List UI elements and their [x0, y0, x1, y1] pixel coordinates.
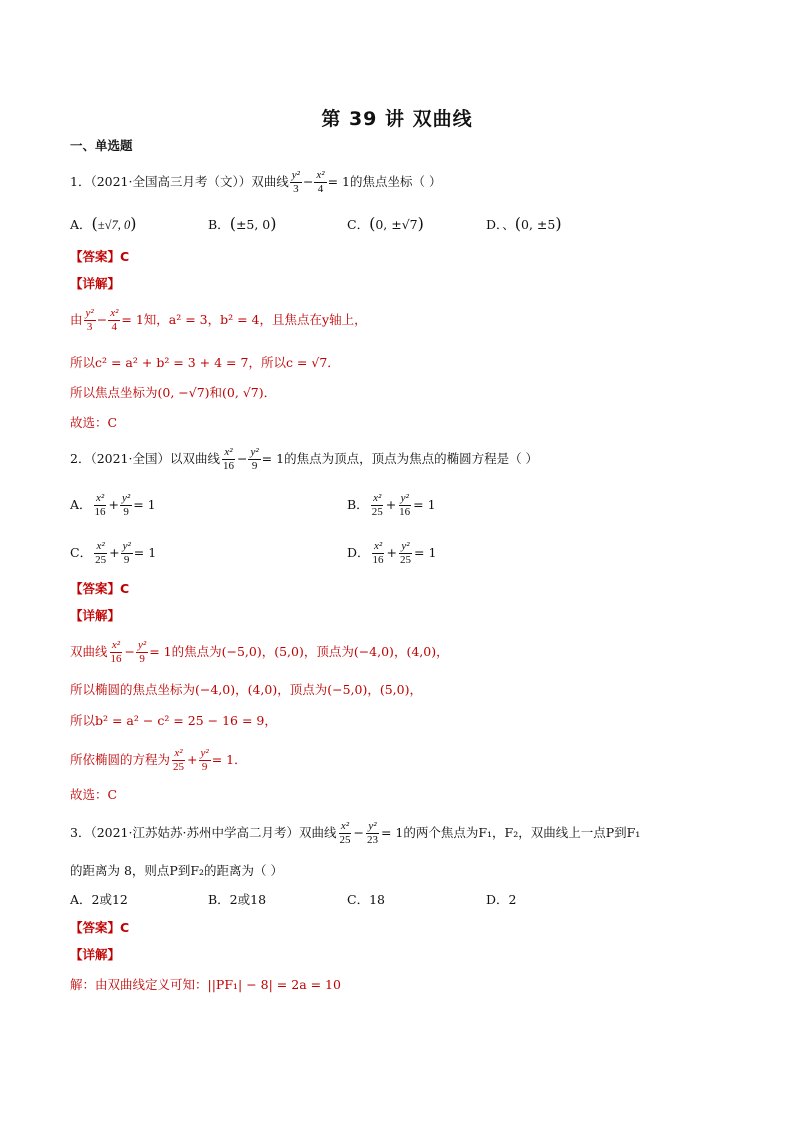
q3-answer: 【答案】C: [70, 920, 130, 935]
q2-choose: 故选：C: [70, 787, 118, 802]
fraction: $\frac{\text{x²}}{25}$: [173, 747, 185, 773]
q2-solution-line-3: 所以b² = a² − c² = 25 − 16 = 9，: [70, 713, 277, 728]
q1-suffix: 的焦点坐标（ ）: [350, 174, 442, 189]
q3-option-b: B．2或18: [208, 892, 267, 907]
q1-option-c: C．(0, ±√7): [347, 214, 424, 233]
q1-answer: 【答案】C: [70, 249, 130, 264]
q2-option-a: A． $\frac{\text{x²}}{16}$ + $\frac{\text{y²}}{9}$ = 1: [70, 492, 156, 518]
fraction: $\frac{\text{y²}}{9}$: [138, 639, 147, 665]
page-title: 第 39 讲 双曲线: [321, 108, 473, 130]
q1-solution-line-3: 所以焦点坐标为(0, −√7)和(0, √7)．: [70, 385, 277, 400]
q3-option-c: C．18: [347, 892, 385, 907]
q1-solution-line-2: 所以c² = a² + b² = 3 + 4 = 7，所以c = √7．: [70, 355, 340, 370]
fraction: $\frac{\text{y²}}{3}$: [291, 169, 300, 195]
q2-solution-line-4: 所依椭圆的方程为 $\frac{\text{x²}}{25}$ + $\frac{\text{y²}}{9}$ = 1．: [70, 747, 247, 773]
q2-answer: 【答案】C: [70, 581, 130, 596]
q2-detail-label: 【详解】: [70, 608, 121, 623]
q3-line-2: 的距离为 8，则点P到F₂的距离为（ ）: [70, 863, 283, 878]
fraction: $\frac{\text{y²}}{9}$: [250, 446, 259, 472]
q1-option-a: A．(±√7, 0): [70, 214, 137, 233]
q2-option-d: D． $\frac{\text{x²}}{16}$ + $\frac{\text{y²}}{25}$ = 1: [347, 540, 437, 566]
q3-detail-label: 【详解】: [70, 947, 121, 962]
q1-solution-line-1: 由 $\frac{\text{y²}}{3}$ − $\frac{\text{x²}}{4}$ = 1知，a² = 3，b² = 4，且焦点在y轴上，: [70, 307, 367, 333]
q2-option-b: B． $\frac{\text{x²}}{25}$ + $\frac{\text{y²}}{16}$ = 1: [347, 492, 436, 518]
q2-option-c: C． $\frac{\text{x²}}{25}$ + $\frac{\text{y²}}{9}$ = 1: [70, 540, 157, 566]
q2-solution-line-2: 所以椭圆的焦点坐标为(−4,0)，(4,0)，顶点为(−5,0)，(5,0)，: [70, 682, 422, 697]
fraction: $\frac{\text{y²}}{23}$: [366, 820, 378, 846]
q1-prefix: 1．（2021·全国高三月考（文））双曲线: [70, 174, 289, 189]
question-1: 1．（2021·全国高三月考（文））双曲线 $\frac{\text{y²}}{3}$ − $\frac{\text{x²}}{4}$ = 1的焦点坐标（ ）: [70, 169, 442, 195]
question-2: 2．（2021·全国）以双曲线 $\frac{\text{x²}}{16}$ − $\frac{\text{y²}}{9}$ = 1的焦点为顶点，顶点为焦点的椭圆方程是（ ）: [70, 446, 539, 472]
q1-option-d: D．、(0, ±5): [486, 214, 562, 233]
fraction: $\frac{\text{x²}}{16}$: [110, 639, 122, 665]
q1-choose: 故选：C: [70, 415, 118, 430]
q1-option-b: B．(±5, 0): [208, 214, 277, 233]
q3-option-a: A．2或12: [70, 892, 128, 907]
q3-solution-line-1: 解：由双曲线定义可知：||PF₁| − 8| = 2a = 10: [70, 977, 341, 992]
q3-option-d: D．2: [486, 892, 517, 907]
fraction: $\frac{\text{x²}}{25}$: [339, 820, 351, 846]
q2-solution-line-1: 双曲线 $\frac{\text{x²}}{16}$ − $\frac{\text{y²}}{9}$ = 1的焦点为(−5,0)，(5,0)，顶点为(−4,0)，(4,0)，: [70, 639, 449, 665]
q1-detail-label: 【详解】: [70, 276, 121, 291]
fraction: $\frac{\text{x²}}{4}$: [110, 307, 119, 333]
fraction: $\frac{\text{x²}}{4}$: [316, 169, 325, 195]
question-3: 3．（2021·江苏姑苏·苏州中学高二月考）双曲线 $\frac{\text{x²}}{25}$ − $\frac{\text{y²}}{23}$ = 1的两个焦点为F₁，F₂，双曲线上一点P到F₁: [70, 820, 641, 846]
fraction: $\frac{\text{x²}}{16}$: [223, 446, 234, 472]
section-heading: 一、单选题: [70, 138, 133, 153]
fraction: $\frac{\text{y²}}{3}$: [85, 307, 94, 333]
fraction: $\frac{\text{y²}}{9}$: [200, 747, 209, 773]
